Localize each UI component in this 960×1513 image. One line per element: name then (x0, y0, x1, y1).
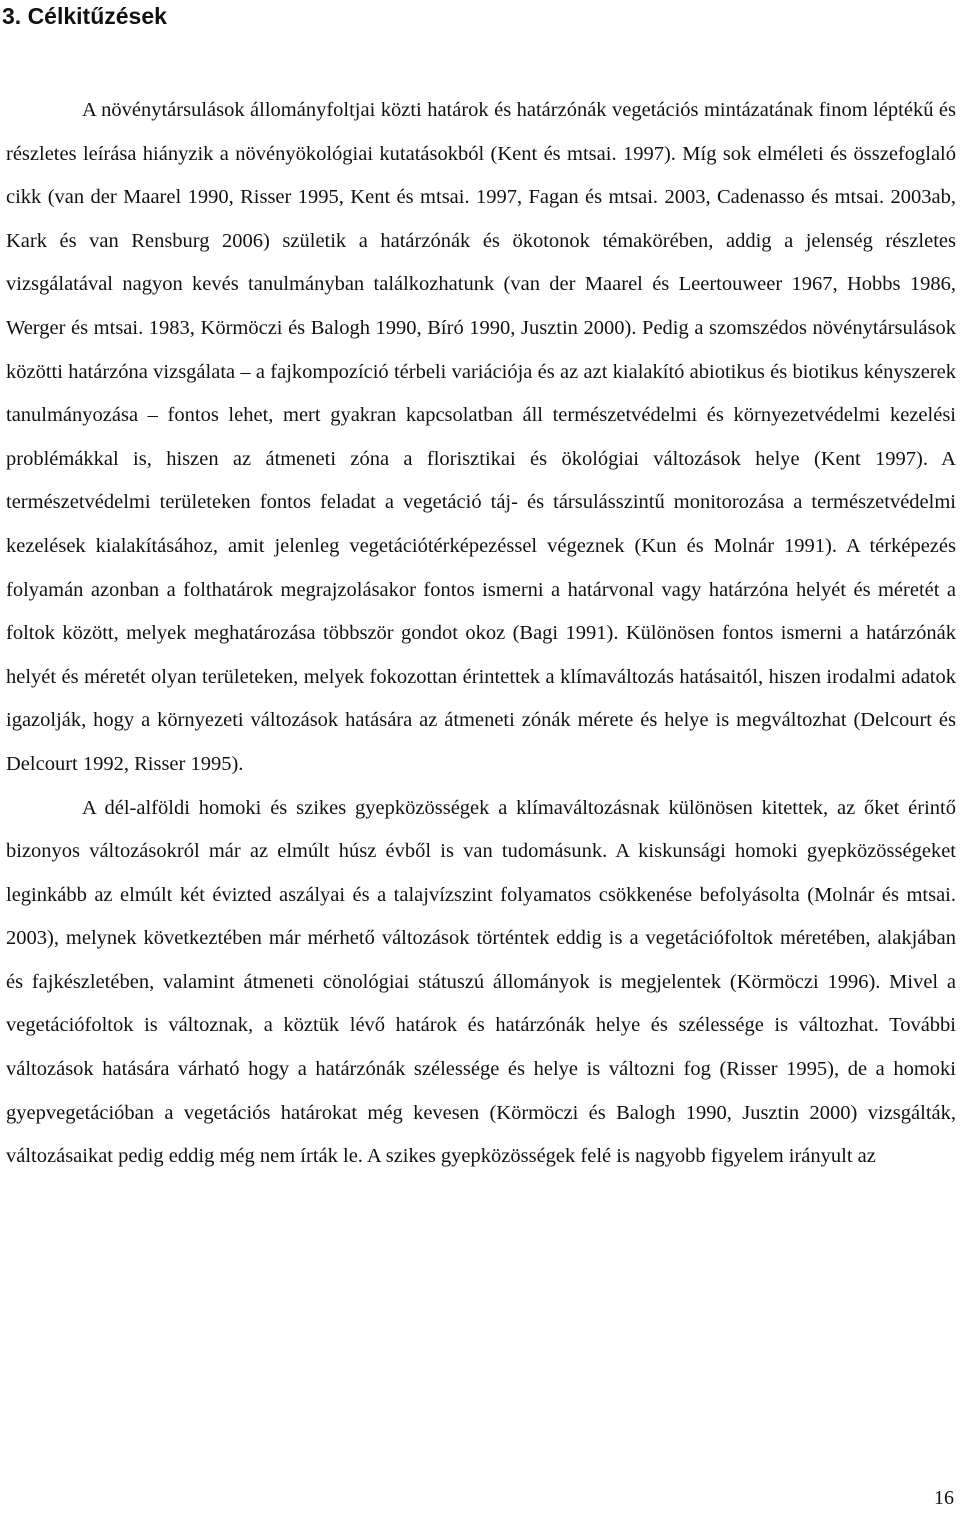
section-heading: 3. Célkitűzések (2, 3, 167, 29)
body-text (6, 89, 956, 1179)
page-number: 16 (934, 1487, 954, 1509)
paragraph-1: A növénytársulások állományfoltjai közti határok és határzónák vegetációs mintázatának finom léptékű és részletes leírása hiányzik a növényökológiai kutatásokból (Kent és mtsai. 1997). Míg sok elméleti és összefoglaló cikk (van der Maarel 1990, Risser 1995, Kent és mtsai. 1997, Fagan és mtsai. 2003, Cadenasso és mtsai. 2003ab, Kark és van Rensburg 2006) születik a határzónák és ökotonok témakörében, addig a jelenség részletes vizsgálatával nagyon kevés tanulmányban találkozhatunk (van der Maarel és Leertouweer 1967, Hobbs 1986, Werger és mtsai. 1983, Körmöczi és Balogh 1990, Bíró 1990, Jusztin 2000). Pedig a szomszédos növénytársulások közötti határzóna vizsgálata – a fajkompozíció térbeli variációja és az azt kialakító abiotikus és biotikus kényszerek tanulmányozása – fontos lehet, mert gyakran kapcsolatban áll természetvédelmi és környezetvédelmi kezelési problémákkal is, hiszen az átmeneti zóna a florisztikai és ökológiai változások helye (Kent 1997). A természetvédelmi területeken fontos feladat a vegetáció táj- és társulásszintű monitorozása a természetvédelmi kezelések kialakításához, amit jelenleg vegetációtérképezéssel végeznek (Kun és Molnár 1991). A térképezés folyamán azonban a folthatárok megrajzolásakor fontos ismerni a határvonal vagy határzóna helyét és méretét a foltok között, melyek meghatározása többször gondot okoz (Bagi 1991). Különösen fontos ismerni a határzónák helyét és méretét olyan területeken, melyek fokozottan érintettek a klímaváltozás hatásaitól, hiszen irodalmi adatok igazolják, hogy a környezeti változások hatására az átmeneti zónák mérete és helye is megváltozhat (Delcourt és Delcourt 1992, Risser 1995). (6, 99, 956, 775)
paragraph-2: A dél-alföldi homoki és szikes gyepközösségek a klímaváltozásnak különösen kitettek, az őket érintő bizonyos változásokról már az elmúlt húsz évből is van tudomásunk. A kiskunsági homoki gyepközösségeket leginkább az elmúlt két évizted aszályai és a talajvízszint folyamatos csökkenése befolyásolta (Molnár és mtsai. 2003), melynek következtében már mérhető változások történtek eddig is a vegetációfoltok méretében, alakjában és fajkészletében, valamint átmeneti cönológiai státuszú állományok is megjelentek (Körmöczi 1996). Mivel a vegetációfoltok is változnak, a köztük lévő határok és határzónák helye és szélessége is változhat. További változások hatására várható hogy a határzónák szélessége és helye is változni fog (Risser 1995), de a homoki gyepvegetációban a vegetációs határokat még kevesen (Körmöczi és Balogh 1990, Jusztin 2000) vizsgálták, változásaikat pedig eddig még nem írták le. A szikes gyepközösségek felé is nagyobb figyelem irányult az (6, 796, 956, 1168)
